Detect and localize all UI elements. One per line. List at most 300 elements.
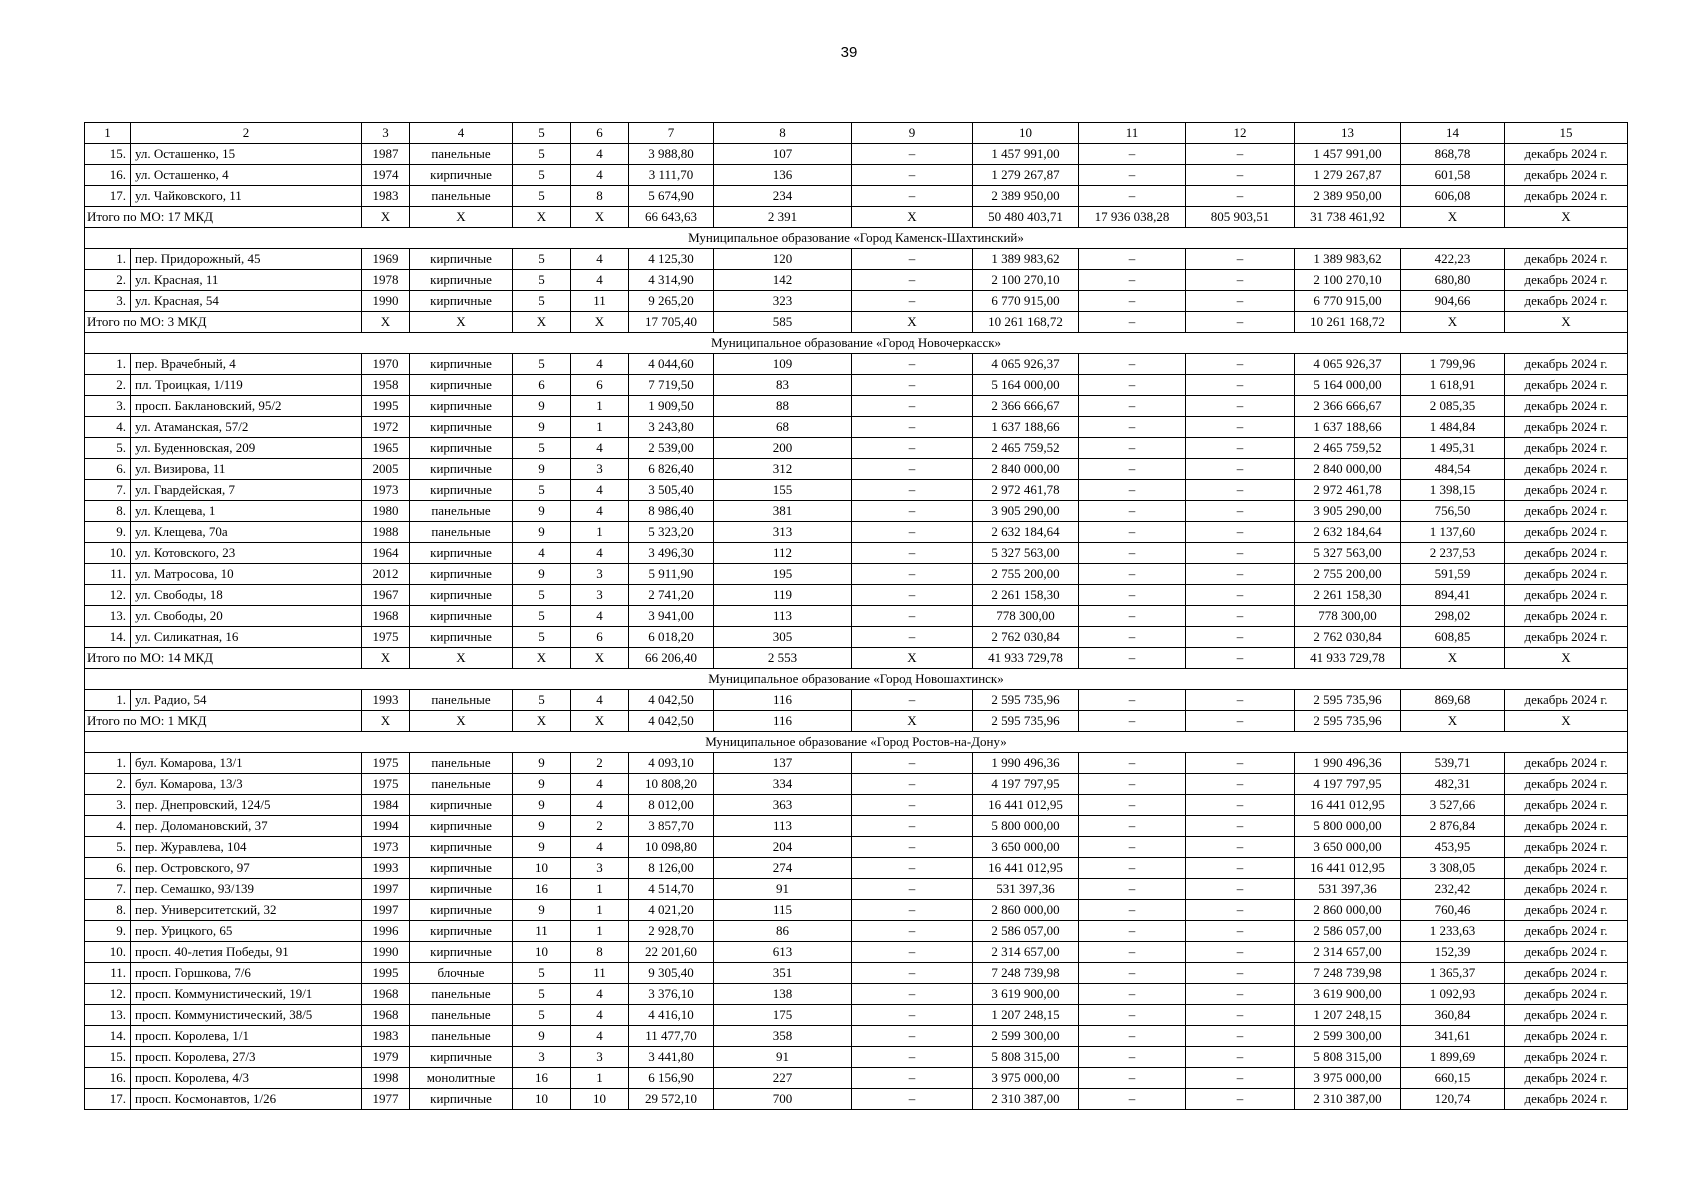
table-cell: 2 876,84 bbox=[1401, 816, 1505, 837]
table-cell: – bbox=[852, 1026, 973, 1047]
table-cell: 3 988,80 bbox=[629, 144, 714, 165]
table-cell: – bbox=[1079, 543, 1186, 564]
table-cell: декабрь 2024 г. bbox=[1505, 543, 1628, 564]
table-cell: 1987 bbox=[362, 144, 410, 165]
table-cell: кирпичные bbox=[410, 816, 513, 837]
table-cell: 113 bbox=[714, 606, 852, 627]
table-cell: кирпичные bbox=[410, 375, 513, 396]
table-cell: – bbox=[1186, 858, 1295, 879]
table-cell: – bbox=[1079, 417, 1186, 438]
table-cell: 120 bbox=[714, 249, 852, 270]
table-cell: 3. bbox=[85, 795, 131, 816]
table-cell: кирпичные bbox=[410, 585, 513, 606]
table-cell: 4 042,50 bbox=[629, 690, 714, 711]
table-cell: – bbox=[852, 291, 973, 312]
address-cell: просп. Космонавтов, 1/26 bbox=[131, 1089, 362, 1110]
address-cell: пер. Урицкого, 65 bbox=[131, 921, 362, 942]
table-cell: 3 243,80 bbox=[629, 417, 714, 438]
table-cell: 152,39 bbox=[1401, 942, 1505, 963]
table-cell: 1 207 248,15 bbox=[1295, 1005, 1401, 1026]
table-cell: 4 065 926,37 bbox=[973, 354, 1079, 375]
table-cell: 4 bbox=[571, 543, 629, 564]
table-cell: декабрь 2024 г. bbox=[1505, 165, 1628, 186]
table-cell: 1 637 188,66 bbox=[1295, 417, 1401, 438]
table-cell: 9 bbox=[513, 753, 571, 774]
total-cell: X bbox=[1505, 648, 1628, 669]
total-cell: X bbox=[1401, 312, 1505, 333]
table-cell: 1983 bbox=[362, 1026, 410, 1047]
table-row bbox=[85, 291, 1628, 312]
table-cell: 3 650 000,00 bbox=[973, 837, 1079, 858]
table-cell: 6 bbox=[571, 375, 629, 396]
table-cell: кирпичные bbox=[410, 459, 513, 480]
table-cell: кирпичные bbox=[410, 921, 513, 942]
address-cell: просп. Коммунистический, 38/5 bbox=[131, 1005, 362, 1026]
table-cell: 3. bbox=[85, 291, 131, 312]
table-cell: – bbox=[1186, 585, 1295, 606]
table-cell: 4 bbox=[571, 984, 629, 1005]
table-cell: 341,61 bbox=[1401, 1026, 1505, 1047]
table-cell: – bbox=[1186, 879, 1295, 900]
table-cell: 6 bbox=[571, 627, 629, 648]
table-cell: 869,68 bbox=[1401, 690, 1505, 711]
table-cell: 9 bbox=[513, 417, 571, 438]
total-cell: X bbox=[410, 711, 513, 732]
table-cell: – bbox=[1079, 501, 1186, 522]
address-cell: просп. Королева, 27/3 bbox=[131, 1047, 362, 1068]
table-cell: 2. bbox=[85, 375, 131, 396]
header-cell: 4 bbox=[410, 123, 513, 144]
table-cell: 204 bbox=[714, 837, 852, 858]
table-cell: – bbox=[1079, 921, 1186, 942]
table-cell: 112 bbox=[714, 543, 852, 564]
table-cell: 5 bbox=[513, 1005, 571, 1026]
table-cell: 1967 bbox=[362, 585, 410, 606]
table-cell: декабрь 2024 г. bbox=[1505, 354, 1628, 375]
total-cell: 2 595 735,96 bbox=[973, 711, 1079, 732]
address-cell: ул. Радио, 54 bbox=[131, 690, 362, 711]
total-row bbox=[85, 207, 1628, 228]
table-cell: панельные bbox=[410, 1005, 513, 1026]
table-cell: 2 366 666,67 bbox=[1295, 396, 1401, 417]
table-cell: 5 bbox=[513, 249, 571, 270]
table-cell: – bbox=[1186, 291, 1295, 312]
table-cell: – bbox=[1079, 144, 1186, 165]
table-cell: 1990 bbox=[362, 942, 410, 963]
table-cell: 9 bbox=[513, 900, 571, 921]
table-cell: 10. bbox=[85, 543, 131, 564]
table-cell: 778 300,00 bbox=[1295, 606, 1401, 627]
table-cell: 700 bbox=[714, 1089, 852, 1110]
table-cell: 1 bbox=[571, 879, 629, 900]
table-cell: – bbox=[852, 480, 973, 501]
table-cell: декабрь 2024 г. bbox=[1505, 585, 1628, 606]
table-cell: – bbox=[1186, 459, 1295, 480]
table-cell: 1968 bbox=[362, 984, 410, 1005]
table-cell: 2 762 030,84 bbox=[973, 627, 1079, 648]
table-cell: – bbox=[1186, 690, 1295, 711]
table-cell: 5 bbox=[513, 144, 571, 165]
table-cell: декабрь 2024 г. bbox=[1505, 984, 1628, 1005]
table-cell: – bbox=[852, 186, 973, 207]
table-cell: 16 441 012,95 bbox=[973, 795, 1079, 816]
table-cell: 1975 bbox=[362, 753, 410, 774]
table-cell: – bbox=[1186, 249, 1295, 270]
table-cell: 2 586 057,00 bbox=[973, 921, 1079, 942]
table-row bbox=[85, 963, 1628, 984]
table-cell: – bbox=[852, 585, 973, 606]
table-cell: – bbox=[1186, 186, 1295, 207]
table-cell: 22 201,60 bbox=[629, 942, 714, 963]
table-cell: 3 857,70 bbox=[629, 816, 714, 837]
table-cell: декабрь 2024 г. bbox=[1505, 1089, 1628, 1110]
table-cell: 16 bbox=[513, 1068, 571, 1089]
table-cell: 2 840 000,00 bbox=[1295, 459, 1401, 480]
table-cell: 2 310 387,00 bbox=[973, 1089, 1079, 1110]
table-cell: 5 bbox=[513, 984, 571, 1005]
table-cell: 305 bbox=[714, 627, 852, 648]
table-cell: 4 bbox=[571, 354, 629, 375]
table-cell: – bbox=[1079, 1047, 1186, 1068]
table-cell: – bbox=[852, 1068, 973, 1089]
total-cell: 116 bbox=[714, 711, 852, 732]
table-cell: 116 bbox=[714, 690, 852, 711]
table-cell: 5 bbox=[513, 165, 571, 186]
section-row bbox=[85, 732, 1628, 753]
table-cell: 363 bbox=[714, 795, 852, 816]
table-cell: – bbox=[1186, 354, 1295, 375]
table-cell: 2 314 657,00 bbox=[1295, 942, 1401, 963]
table-cell: 5 bbox=[513, 186, 571, 207]
table-cell: декабрь 2024 г. bbox=[1505, 459, 1628, 480]
table-cell: 1964 bbox=[362, 543, 410, 564]
header-cell: 14 bbox=[1401, 123, 1505, 144]
table-cell: 16. bbox=[85, 1068, 131, 1089]
table-cell: кирпичные bbox=[410, 879, 513, 900]
table-cell: – bbox=[1186, 144, 1295, 165]
table-cell: 1 990 496,36 bbox=[973, 753, 1079, 774]
table-cell: декабрь 2024 г. bbox=[1505, 606, 1628, 627]
table-cell: 1. bbox=[85, 249, 131, 270]
table-cell: – bbox=[1079, 564, 1186, 585]
table-row bbox=[85, 879, 1628, 900]
table-cell: 1974 bbox=[362, 165, 410, 186]
table-cell: 323 bbox=[714, 291, 852, 312]
table-cell: 2 100 270,10 bbox=[973, 270, 1079, 291]
table-cell: 1 bbox=[571, 396, 629, 417]
table-row bbox=[85, 564, 1628, 585]
table-cell: панельные bbox=[410, 522, 513, 543]
table-cell: 1 bbox=[571, 417, 629, 438]
table-cell: 3 441,80 bbox=[629, 1047, 714, 1068]
table-cell: 120,74 bbox=[1401, 1089, 1505, 1110]
table-cell: панельные bbox=[410, 186, 513, 207]
table-row bbox=[85, 354, 1628, 375]
table-cell: декабрь 2024 г. bbox=[1505, 375, 1628, 396]
table-cell: кирпичные bbox=[410, 900, 513, 921]
table-cell: декабрь 2024 г. bbox=[1505, 816, 1628, 837]
table-cell: 1996 bbox=[362, 921, 410, 942]
table-cell: 2 389 950,00 bbox=[973, 186, 1079, 207]
page-number: 39 bbox=[840, 44, 858, 61]
total-cell: X bbox=[852, 648, 973, 669]
table-cell: – bbox=[1079, 186, 1186, 207]
table-cell: – bbox=[852, 144, 973, 165]
header-cell: 15 bbox=[1505, 123, 1628, 144]
table-cell: 8 bbox=[571, 942, 629, 963]
total-cell: 4 042,50 bbox=[629, 711, 714, 732]
table-cell: 2 632 184,64 bbox=[1295, 522, 1401, 543]
table-cell: 7 248 739,98 bbox=[973, 963, 1079, 984]
total-cell: X bbox=[362, 312, 410, 333]
table-cell: – bbox=[852, 354, 973, 375]
table-cell: кирпичные bbox=[410, 480, 513, 501]
table-cell: – bbox=[852, 270, 973, 291]
total-row bbox=[85, 312, 1628, 333]
table-cell: 2 bbox=[571, 816, 629, 837]
header-cell: 8 bbox=[714, 123, 852, 144]
table-cell: 4 bbox=[571, 270, 629, 291]
table-cell: – bbox=[1186, 753, 1295, 774]
table-cell: 4 bbox=[571, 480, 629, 501]
table-cell: 2 085,35 bbox=[1401, 396, 1505, 417]
table-cell: 1965 bbox=[362, 438, 410, 459]
table-cell: 1 bbox=[571, 900, 629, 921]
table-cell: 2 465 759,52 bbox=[973, 438, 1079, 459]
table-cell: – bbox=[852, 816, 973, 837]
table-cell: 232,42 bbox=[1401, 879, 1505, 900]
table-cell: 11 bbox=[571, 291, 629, 312]
table-cell: 142 bbox=[714, 270, 852, 291]
table-cell: 1997 bbox=[362, 879, 410, 900]
table-cell: 484,54 bbox=[1401, 459, 1505, 480]
table-cell: 5. bbox=[85, 438, 131, 459]
table-cell: – bbox=[1186, 942, 1295, 963]
header-cell: 13 bbox=[1295, 123, 1401, 144]
table-cell: 113 bbox=[714, 816, 852, 837]
table-cell: декабрь 2024 г. bbox=[1505, 963, 1628, 984]
table-row bbox=[85, 921, 1628, 942]
table-cell: 3 bbox=[571, 564, 629, 585]
table-cell: 1975 bbox=[362, 627, 410, 648]
table-cell: – bbox=[1186, 480, 1295, 501]
total-cell: X bbox=[571, 312, 629, 333]
table-cell: 2 599 300,00 bbox=[973, 1026, 1079, 1047]
table-cell: 1 092,93 bbox=[1401, 984, 1505, 1005]
table-cell: панельные bbox=[410, 984, 513, 1005]
table-cell: 539,71 bbox=[1401, 753, 1505, 774]
table-cell: – bbox=[852, 627, 973, 648]
total-cell: X bbox=[513, 312, 571, 333]
table-cell: 5. bbox=[85, 837, 131, 858]
table-cell: 5 674,90 bbox=[629, 186, 714, 207]
table-cell: 6 156,90 bbox=[629, 1068, 714, 1089]
table-cell: 4 bbox=[571, 1005, 629, 1026]
table-cell: 9 bbox=[513, 774, 571, 795]
table-cell: – bbox=[1079, 1068, 1186, 1089]
table-cell: – bbox=[852, 543, 973, 564]
total-cell: X bbox=[410, 648, 513, 669]
table-cell: 10 098,80 bbox=[629, 837, 714, 858]
total-label: Итого по МО: 14 МКД bbox=[85, 648, 362, 669]
table-cell: 2. bbox=[85, 270, 131, 291]
address-cell: ул. Чайковского, 11 bbox=[131, 186, 362, 207]
address-cell: просп. Королева, 1/1 bbox=[131, 1026, 362, 1047]
table-cell: 5 bbox=[513, 291, 571, 312]
table-cell: кирпичные bbox=[410, 165, 513, 186]
table-cell: 195 bbox=[714, 564, 852, 585]
table-cell: 10 bbox=[513, 858, 571, 879]
total-cell: 31 738 461,92 bbox=[1295, 207, 1401, 228]
table-cell: 1. bbox=[85, 690, 131, 711]
total-cell: X bbox=[852, 207, 973, 228]
total-row bbox=[85, 711, 1628, 732]
table-cell: кирпичные bbox=[410, 543, 513, 564]
table-cell: – bbox=[1079, 291, 1186, 312]
table-row bbox=[85, 480, 1628, 501]
table-cell: 1995 bbox=[362, 963, 410, 984]
table-row bbox=[85, 690, 1628, 711]
table-cell: 4 416,10 bbox=[629, 1005, 714, 1026]
table-row bbox=[85, 774, 1628, 795]
total-cell: X bbox=[1401, 648, 1505, 669]
table-cell: 115 bbox=[714, 900, 852, 921]
table-cell: 10 bbox=[513, 942, 571, 963]
table-cell: декабрь 2024 г. bbox=[1505, 690, 1628, 711]
table-cell: 10 808,20 bbox=[629, 774, 714, 795]
table-cell: кирпичные bbox=[410, 417, 513, 438]
table-cell: 9 bbox=[513, 522, 571, 543]
table-cell: 1978 bbox=[362, 270, 410, 291]
table-cell: 1973 bbox=[362, 837, 410, 858]
table-cell: – bbox=[1079, 774, 1186, 795]
table-cell: 1 233,63 bbox=[1401, 921, 1505, 942]
total-label: Итого по МО: 3 МКД bbox=[85, 312, 362, 333]
table-cell: 904,66 bbox=[1401, 291, 1505, 312]
table-cell: 4 065 926,37 bbox=[1295, 354, 1401, 375]
table-cell: 5 bbox=[513, 354, 571, 375]
table-cell: 1988 bbox=[362, 522, 410, 543]
header-cell: 2 bbox=[131, 123, 362, 144]
table-cell: – bbox=[1186, 774, 1295, 795]
total-cell: – bbox=[1186, 648, 1295, 669]
table-cell: – bbox=[1079, 249, 1186, 270]
table-cell: – bbox=[852, 606, 973, 627]
address-cell: ул. Котовского, 23 bbox=[131, 543, 362, 564]
table-cell: 2 261 158,30 bbox=[973, 585, 1079, 606]
table-cell: 5 bbox=[513, 606, 571, 627]
total-cell: X bbox=[1505, 312, 1628, 333]
address-cell: пер. Университетский, 32 bbox=[131, 900, 362, 921]
total-cell: – bbox=[1079, 711, 1186, 732]
table-cell: 2 972 461,78 bbox=[1295, 480, 1401, 501]
table-cell: – bbox=[852, 249, 973, 270]
total-cell: – bbox=[1079, 312, 1186, 333]
table-cell: декабрь 2024 г. bbox=[1505, 249, 1628, 270]
table-cell: 2 539,00 bbox=[629, 438, 714, 459]
table-cell: 7 719,50 bbox=[629, 375, 714, 396]
table-cell: – bbox=[852, 375, 973, 396]
table-cell: 4 197 797,95 bbox=[1295, 774, 1401, 795]
table-cell: – bbox=[1186, 1089, 1295, 1110]
table-cell: кирпичные bbox=[410, 291, 513, 312]
table-cell: 5 bbox=[513, 270, 571, 291]
table-cell: 1983 bbox=[362, 186, 410, 207]
table-cell: 4 bbox=[571, 144, 629, 165]
table-cell: 12. bbox=[85, 585, 131, 606]
table-row bbox=[85, 837, 1628, 858]
table-row bbox=[85, 501, 1628, 522]
table-cell: – bbox=[1186, 1005, 1295, 1026]
table-cell: – bbox=[1079, 270, 1186, 291]
table-cell: 68 bbox=[714, 417, 852, 438]
table-cell: декабрь 2024 г. bbox=[1505, 564, 1628, 585]
table-cell: – bbox=[1079, 984, 1186, 1005]
table-cell: – bbox=[1186, 921, 1295, 942]
table-cell: 3 905 290,00 bbox=[1295, 501, 1401, 522]
table-cell: 6. bbox=[85, 858, 131, 879]
table-cell: кирпичные bbox=[410, 1089, 513, 1110]
table-cell: 2012 bbox=[362, 564, 410, 585]
table-row bbox=[85, 375, 1628, 396]
table-cell: – bbox=[852, 1005, 973, 1026]
table-cell: 4 125,30 bbox=[629, 249, 714, 270]
table-cell: 5 bbox=[513, 585, 571, 606]
table-cell: 2 632 184,64 bbox=[973, 522, 1079, 543]
table-cell: – bbox=[1186, 900, 1295, 921]
table-cell: 756,50 bbox=[1401, 501, 1505, 522]
table-cell: – bbox=[852, 774, 973, 795]
table-row bbox=[85, 858, 1628, 879]
table-row bbox=[85, 270, 1628, 291]
table-cell: кирпичные bbox=[410, 942, 513, 963]
table-row bbox=[85, 1026, 1628, 1047]
table-cell: 3 905 290,00 bbox=[973, 501, 1079, 522]
table-cell: кирпичные bbox=[410, 837, 513, 858]
table-row bbox=[85, 144, 1628, 165]
table-cell: – bbox=[1079, 1089, 1186, 1110]
total-cell: 41 933 729,78 bbox=[1295, 648, 1401, 669]
table-cell: 2 928,70 bbox=[629, 921, 714, 942]
table-cell: панельные bbox=[410, 753, 513, 774]
table-cell: 1 457 991,00 bbox=[973, 144, 1079, 165]
total-row bbox=[85, 648, 1628, 669]
table-cell: 2 860 000,00 bbox=[973, 900, 1079, 921]
table-cell: 5 327 563,00 bbox=[1295, 543, 1401, 564]
table-cell: – bbox=[1186, 270, 1295, 291]
table-cell: декабрь 2024 г. bbox=[1505, 144, 1628, 165]
table-cell: 453,95 bbox=[1401, 837, 1505, 858]
table-cell: 4 044,60 bbox=[629, 354, 714, 375]
table-cell: – bbox=[1079, 396, 1186, 417]
table-cell: 1958 bbox=[362, 375, 410, 396]
table-cell: 9 bbox=[513, 459, 571, 480]
total-cell: X bbox=[1505, 207, 1628, 228]
address-cell: ул. Гвардейская, 7 bbox=[131, 480, 362, 501]
table-cell: декабрь 2024 г. bbox=[1505, 858, 1628, 879]
table-cell: 4. bbox=[85, 417, 131, 438]
table-cell: – bbox=[852, 921, 973, 942]
header-cell: 9 bbox=[852, 123, 973, 144]
total-cell: 2 391 bbox=[714, 207, 852, 228]
table-cell: 1 637 188,66 bbox=[973, 417, 1079, 438]
table-cell: – bbox=[1186, 837, 1295, 858]
table-cell: 8. bbox=[85, 501, 131, 522]
table-cell: 3. bbox=[85, 396, 131, 417]
table-cell: 4 bbox=[571, 165, 629, 186]
table-cell: 298,02 bbox=[1401, 606, 1505, 627]
total-cell: 66 643,63 bbox=[629, 207, 714, 228]
